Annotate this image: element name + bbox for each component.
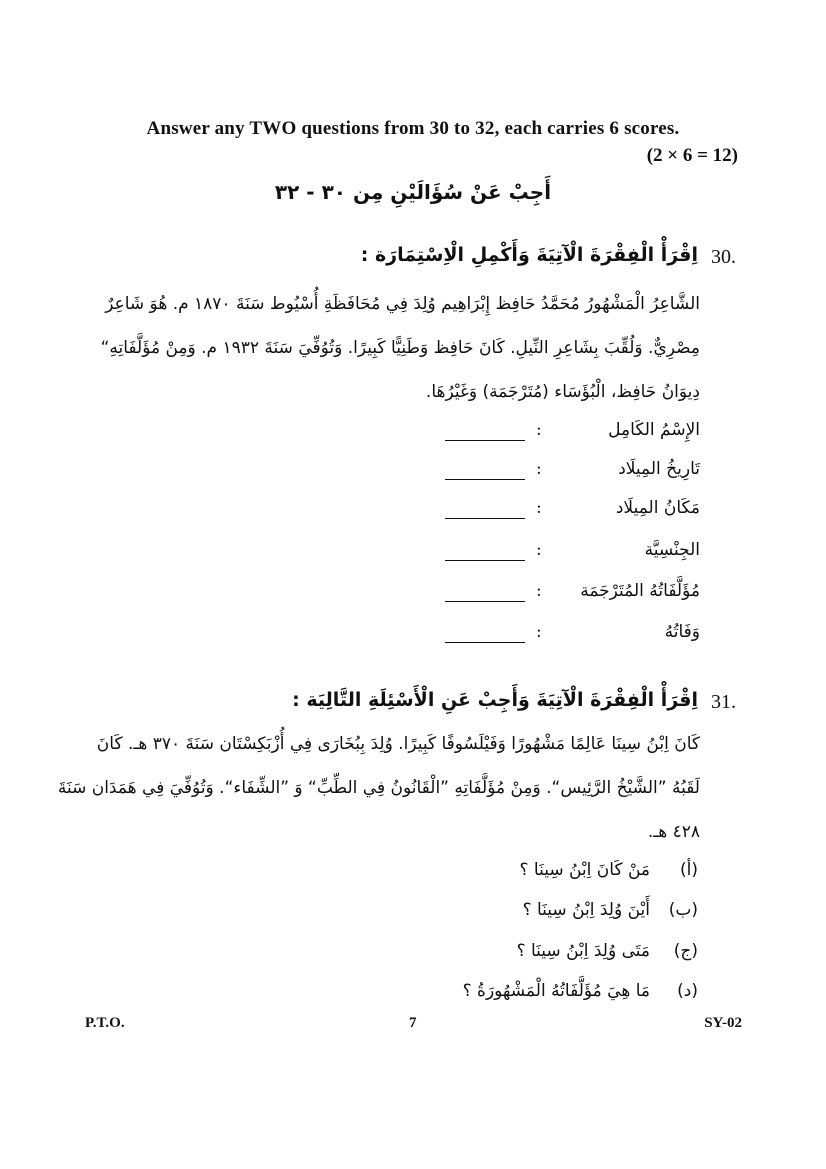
- paragraph-line: ٤٢٨ هـ.: [647, 822, 700, 842]
- paragraph-line: كَانَ اِبْنُ سِينَا عَالِمًا مَشْهُورًا وَفَيْلَسُوفًا كَبِيرًا. وُلِدَ بِبُخَارَى فِي أُزْبَكِسْتَان سَنَةَ ٣٧٠ هـ. كَانَ: [96, 734, 700, 754]
- form-colon: :: [536, 420, 542, 440]
- sub-question-text: مَتَى وُلِدَ اِبْنُ سِينَا ؟: [516, 941, 650, 961]
- paragraph-line: دِيوَانُ حَافِظ، الْبُؤَسَاء (مُتَرْجَمَة) وَغَيْرُهَا.: [425, 382, 700, 402]
- form-row-translated-works: [440, 581, 700, 611]
- form-row-full-name: [440, 420, 700, 450]
- answer-blank[interactable]: [445, 440, 525, 441]
- form-colon: :: [536, 622, 542, 642]
- sub-question-a: [519, 860, 698, 880]
- paragraph-line: مِصْرِيٌّ. وَلُقِّبَ بِشَاعِرِ النِّيلِ. كَانَ حَافِظ وَطَنِيًّا كَبِيرًا. وَتُوُفِّيَ سَنَةَ ١٩٣٢ م. وَمِنْ مُؤَلَّفَاتِهِ“: [100, 338, 700, 358]
- form-label: تَارِيخُ المِيلَاد: [618, 459, 700, 479]
- sub-question-text: مَنْ كَانَ اِبْنُ سِينَا ؟: [519, 860, 650, 880]
- sub-question-marker: (ب): [668, 900, 698, 920]
- form-label: مُؤَلَّفَاتُهُ المُتَرْجَمَة: [580, 581, 700, 601]
- form-label: مَكَانُ المِيلَاد: [615, 498, 700, 518]
- sub-question-c: [517, 941, 698, 961]
- sub-question-marker: (د): [677, 981, 698, 1001]
- answer-blank[interactable]: [445, 560, 525, 561]
- answer-blank[interactable]: [445, 601, 525, 602]
- instruction-arabic: أَجِبْ عَنْ سُؤَالَيْنِ مِن ٣٠ - ٣٢: [274, 180, 552, 204]
- form-row-nationality: [440, 540, 700, 570]
- page-number: 7: [409, 1015, 417, 1031]
- instruction-english: Answer any TWO questions from 30 to 32, each carries 6 scores.: [146, 118, 680, 139]
- answer-blank[interactable]: [445, 518, 525, 519]
- answer-blank[interactable]: [445, 479, 525, 480]
- question-31-heading: اِقْرَأْ الْفِقْرَةَ الْآتِيَةَ وَأَجِبْ عَنِ الْأَسْئِلَةِ التَّالِيَة :: [292, 689, 698, 711]
- question-30-number: 30.: [711, 246, 736, 268]
- sub-question-text: مَا هِيَ مُؤَلَّفَاتُهُ الْمَشْهُورَةُ ؟: [462, 981, 650, 1001]
- sub-question-marker: (ج): [673, 941, 698, 961]
- form-label: الإِسْمُ الكَامِل: [608, 420, 700, 440]
- sub-question-text: أَيْنَ وُلِدَ اِبْنُ سِينَا ؟: [522, 900, 650, 920]
- form-row-death: [440, 622, 700, 652]
- form-label: وَفَاتُهُ: [664, 622, 700, 642]
- form-row-birth-place: [440, 498, 700, 528]
- sub-question-marker: (أ): [680, 860, 698, 880]
- form-colon: :: [536, 498, 542, 518]
- question-31-paragraph: [57, 722, 700, 854]
- form-colon: :: [536, 540, 542, 560]
- question-30-paragraph: [100, 282, 700, 414]
- footer-pto: P.T.O.: [85, 1015, 125, 1031]
- answer-blank[interactable]: [445, 642, 525, 643]
- score-total: (2 × 6 = 12): [646, 145, 738, 166]
- sub-question-d: [463, 981, 698, 1001]
- sub-question-b: [523, 900, 698, 920]
- form-label: الجِنْسِيَّة: [644, 540, 700, 560]
- form-row-birth-date: [440, 459, 700, 489]
- paragraph-line: لَقَبُهُ ”الشَّيْخُ الرَّئِيس“. وَمِنْ مُؤَلَّفَاتِهِ ”الْقَانُونُ فِي الطِّبِّ“ وَ ”الشِّفَاء“. وَتُوُفِّيَ فِي هَمَدَان سَنَةَ: [57, 778, 700, 798]
- question-31-number: 31.: [711, 691, 736, 713]
- form-colon: :: [536, 459, 542, 479]
- question-30-heading: اِقْرَأْ الْفِقْرَةَ الْآتِيَةَ وَأَكْمِلِ الْاِسْتِمَارَة :: [360, 244, 698, 266]
- paper-code: SY-02: [704, 1015, 742, 1031]
- paragraph-line: الشَّاعِرُ الْمَشْهُورُ مُحَمَّدُ حَافِظ إِبْرَاهِيم وُلِدَ فِي مُحَافَظَةِ أُسْيُوط سَنَةَ ١٨٧٠ م. هُوَ شَاعِرٌ: [105, 294, 700, 314]
- form-colon: :: [536, 581, 542, 601]
